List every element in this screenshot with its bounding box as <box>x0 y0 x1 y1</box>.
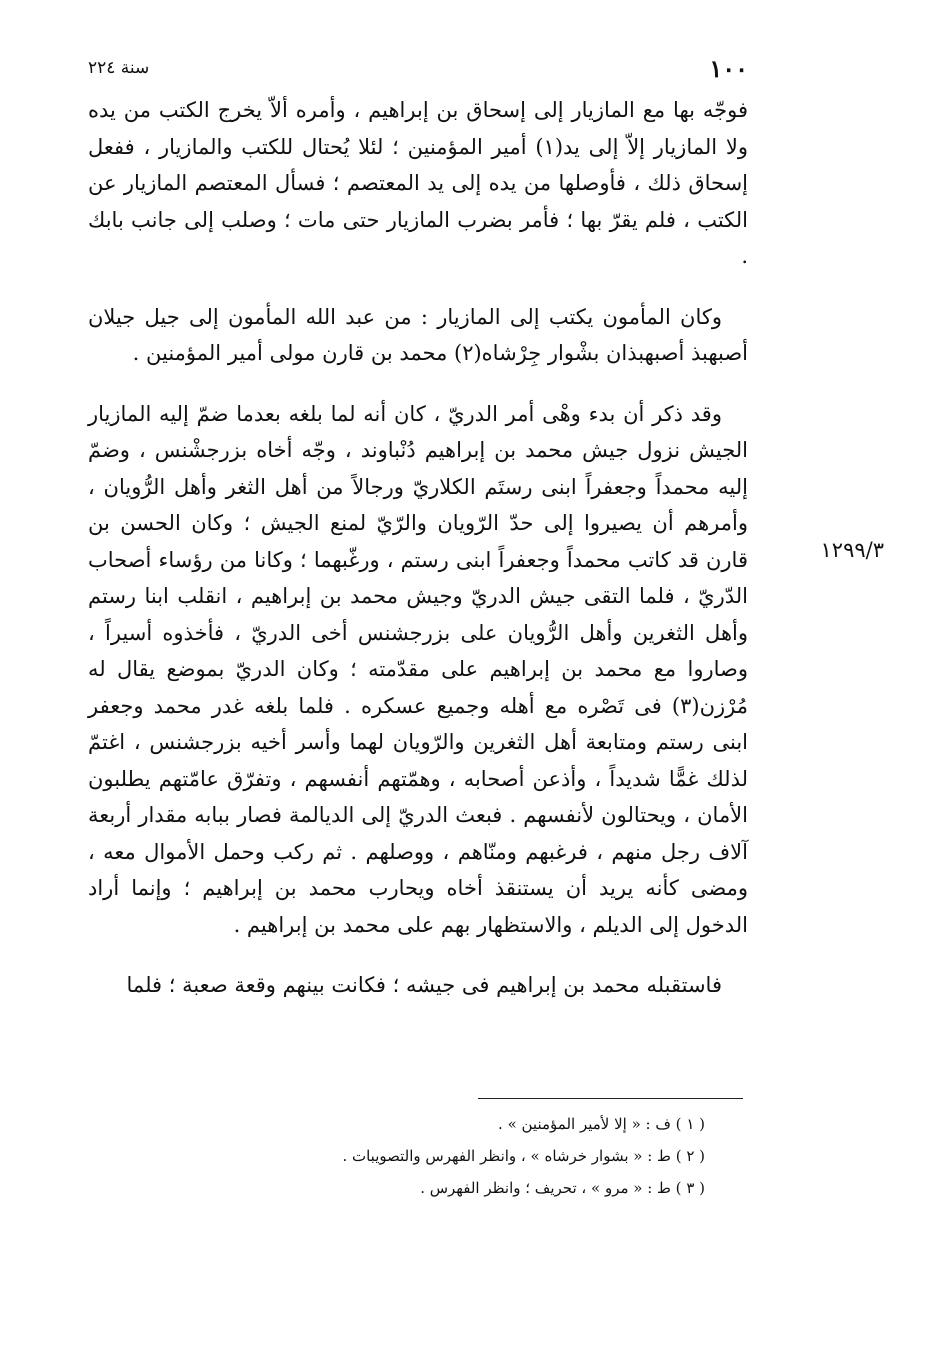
footnote-2: ( ٢ ) ط : « بشوار خرشاه » ، وانظر الفهرس والتصويبات . <box>342 1147 705 1165</box>
footnote-divider <box>478 1098 743 1099</box>
body-text <box>88 92 748 1028</box>
year-header: سنة ٢٢٤ <box>88 58 150 78</box>
paragraph-3: وقد ذكر أن بدء وهْى أمر الدريّ ، كان أنه لما بلغه بعدما ضمّ إليه المازيار الجيش نزول جيش محمد بن إبراهيم دُنْباوند ، وجّه أخاه بزرجشْنس ، وضمّ إليه محمداً وجعفراً ابنى رستَم الكلاريّ ورجالاً من أهل الثغر وأهل الرُّويان ، وأمرهم أن يصيروا إلى حدّ الرّويان والرّيّ لمنع الجيش ؛ وكان الحسن بن قارن قد كاتب محمداً وجعفراً ابنى رستم ، ورغّبهما ؛ وكانا من رؤساء أصحاب الدّريّ ، فلما التقى جيش الدريّ وجيش محمد بن إبراهيم ، انقلب ابنا رستم وأهل الثغرين وأهل الرُّويان على بزرجشنس أخى الدريّ ، فأخذوه أسيراً ، وصاروا مع محمد بن إبراهيم على مقدّمته ؛ وكان الدريّ بموضع يقال له مُرْزن(٣) فى تَصْره مع أهله وجميع عسكره . فلما بلغه غدر محمد وجعفر ابنى رستم ومتابعة أهل الثغرين والرّويان لهما وأسر أخيه بزرجشنس ، اغتمّ لذلك غمًّا شديداً ، وأذعن أصحابه ، وهمّتهم أنفسهم ، وتفرّق عامّتهم يطلبون الأمان ، ويحتالون لأنفسهم . فبعث الدريّ إلى الديالمة فصار ببابه مقدار أربعة آلاف رجل منهم ، فرغبهم ومنّاهم ، ووصلهم . ثم ركب وحمل الأموال معه ، ومضى كأنه يريد أن يستنقذ أخاه ويحارب محمد بن إبراهيم ؛ وإنما أراد الدخول إلى الديلم ، والاستظهار بهم على محمد بن إبراهيم . <box>88 401 749 937</box>
paragraph-4: فاستقبله محمد بن إبراهيم فى جيشه ؛ فكانت بينهم وقعة صعبة ؛ فلما <box>126 973 722 997</box>
paragraph-2: وكان المأمون يكتب إلى المازيار : من عبد الله المأمون إلى جيل جيلان أصبهبذ أصبهبذان بشْوار جِرْشاه(٢) محمد بن قارن مولى أمير المؤمنين . <box>88 304 748 365</box>
page-number: ١٠٠ <box>709 53 748 83</box>
page-header <box>88 48 748 88</box>
paragraph-1: فوجّه بها مع المازيار إلى إسحاق بن إبراهيم ، وأمره ألاّ يخرج الكتب من يده ولا المازيار إلاّ إلى يد(١) أمير المؤمنين ؛ لئلا يُحتال للكتب والمازيار ، ففعل إسحاق ذلك ، فأوصلها من يده إلى يد المعتصم ؛ فسأل المعتصم المازيار عن الكتب ، فلم يقرّ بها ؛ فأمر بضرب المازيار حتى مات ؛ وصلب إلى جانب بابك . <box>88 98 748 268</box>
margin-reference: ١٢٩٩/٣ <box>820 538 884 562</box>
footnote-1: ( ١ ) ف : « إلا لأمير المؤمنين » . <box>498 1115 705 1133</box>
footnotes <box>140 1108 705 1204</box>
footnote-3: ( ٣ ) ط : « مرو » ، تحريف ؛ وانظر الفهرس . <box>420 1179 705 1197</box>
